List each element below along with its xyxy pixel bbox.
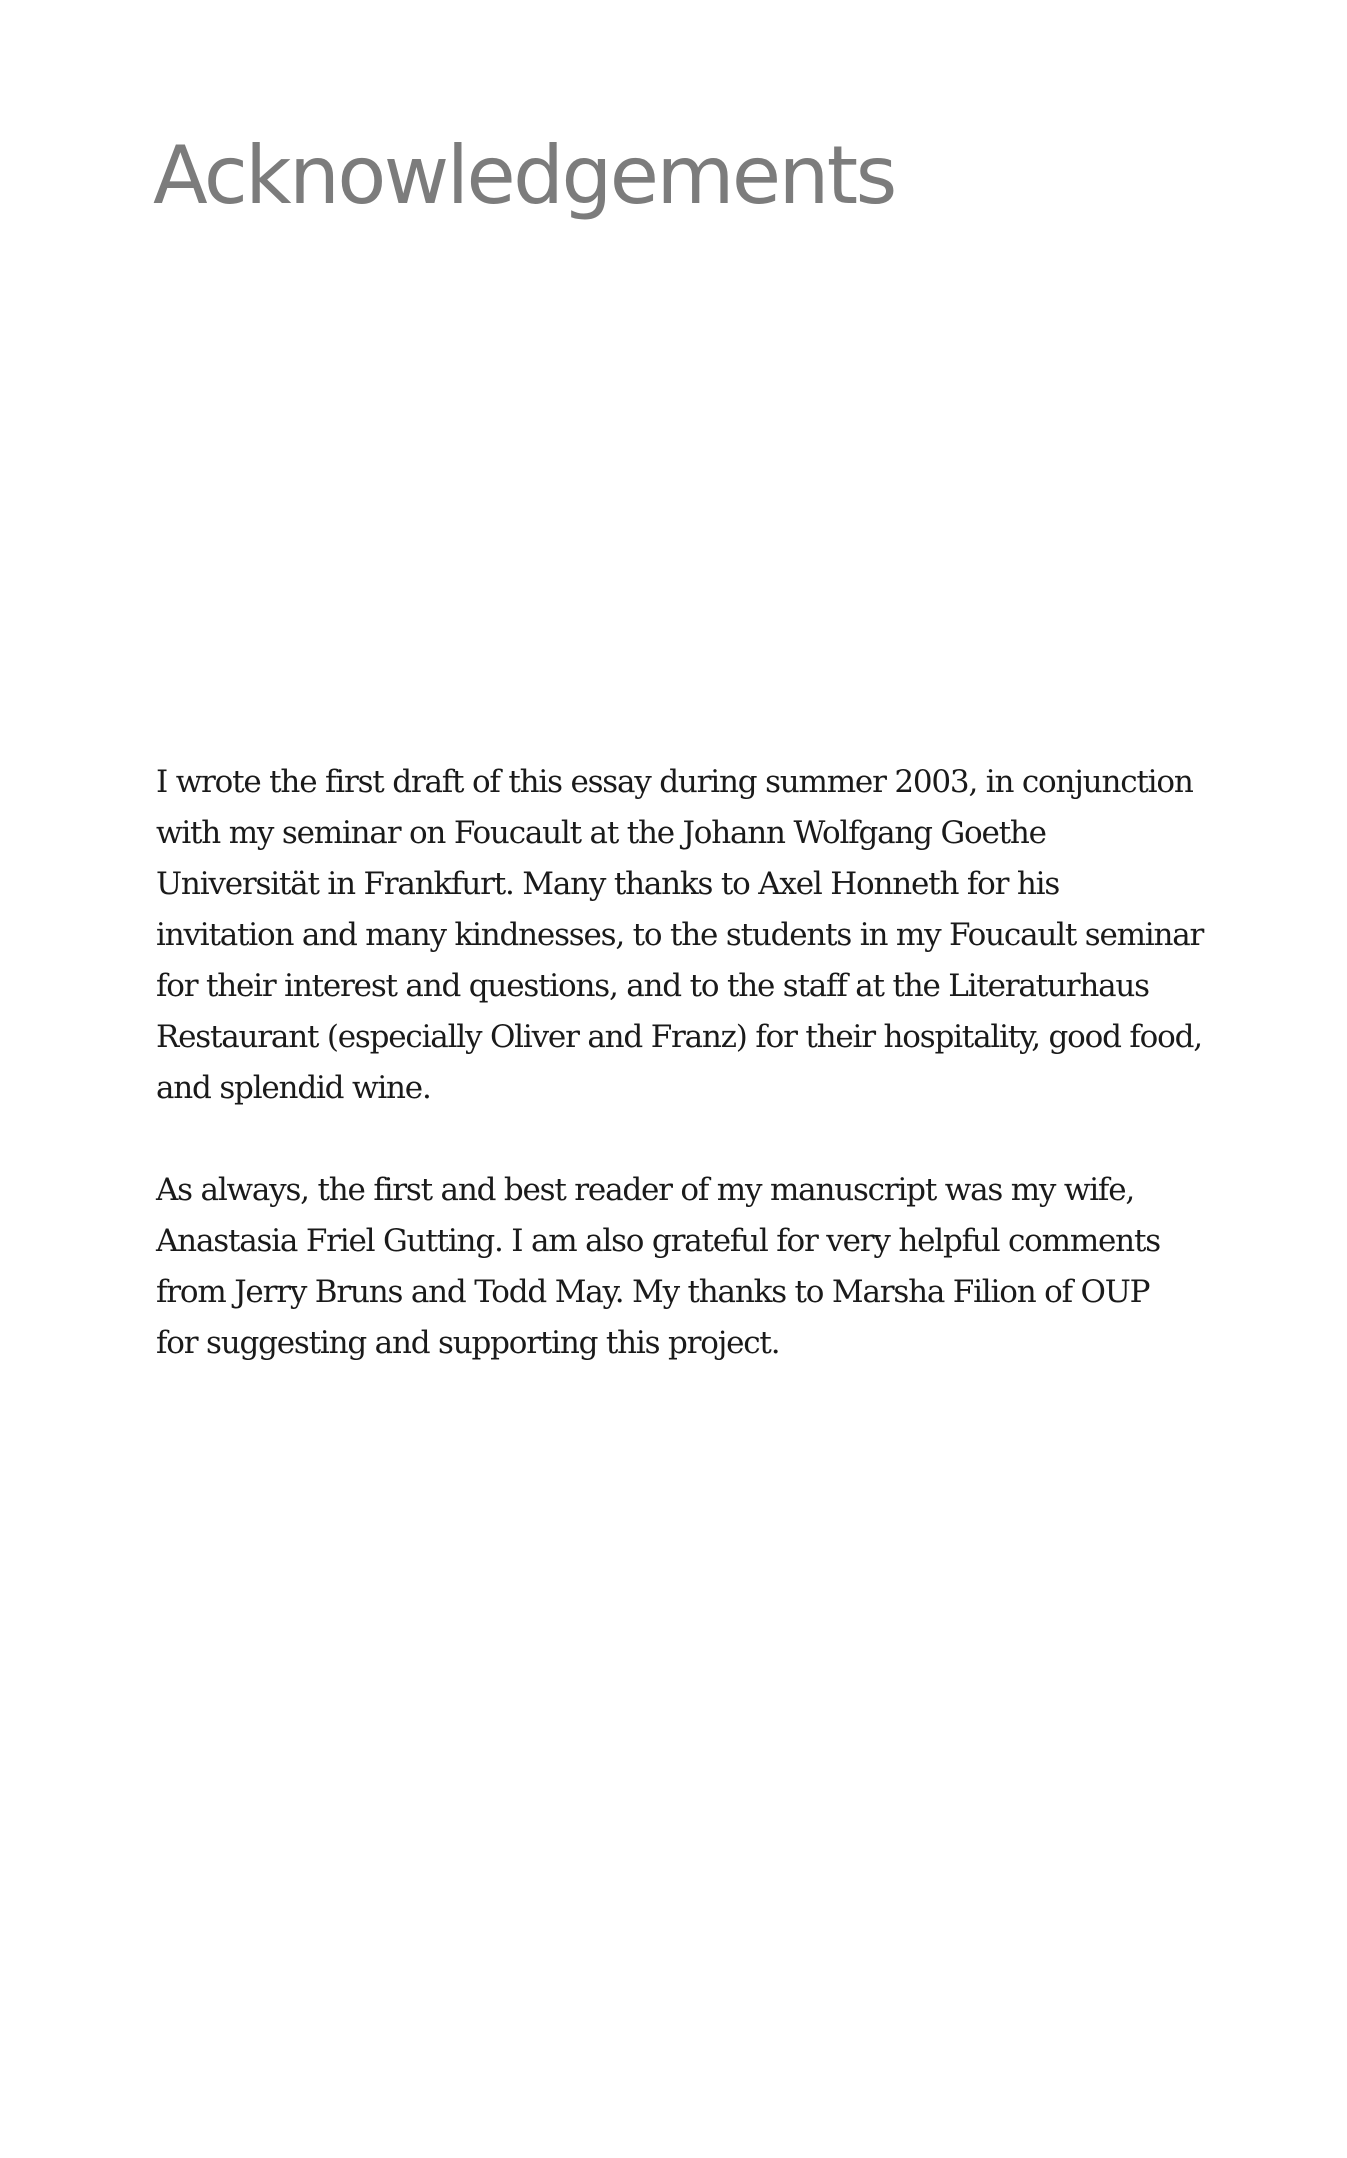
text-line: for suggesting and supporting this project. <box>156 1325 780 1361</box>
text-line: Anastasia Friel Gutting. I am also grateful for very helpful comments <box>156 1223 1160 1259</box>
text-line: and splendid wine. <box>156 1070 431 1106</box>
page-title: Acknowledgements <box>153 129 895 222</box>
paragraph-second <box>156 1165 1226 1369</box>
text-line: As always, the first and best reader of my manuscript was my wife, <box>156 1172 1134 1208</box>
paragraph-first <box>156 757 1226 1114</box>
text-line: Restaurant (especially Oliver and Franz) for their hospitality, good food, <box>156 1019 1202 1055</box>
text-line: with my seminar on Foucault at the Johann Wolfgang Goethe <box>156 815 1046 851</box>
text-line: Universität in Frankfurt. Many thanks to Axel Honneth for his <box>156 866 1060 902</box>
acknowledgements-body <box>156 757 1226 1420</box>
text-line: for their interest and questions, and to the staff at the Literaturhaus <box>156 968 1149 1004</box>
text-line: I wrote the first draft of this essay during summer 2003, in conjunction <box>156 764 1193 800</box>
text-line: invitation and many kindnesses, to the students in my Foucault seminar <box>156 917 1204 953</box>
text-line: from Jerry Bruns and Todd May. My thanks to Marsha Filion of OUP <box>156 1274 1150 1310</box>
